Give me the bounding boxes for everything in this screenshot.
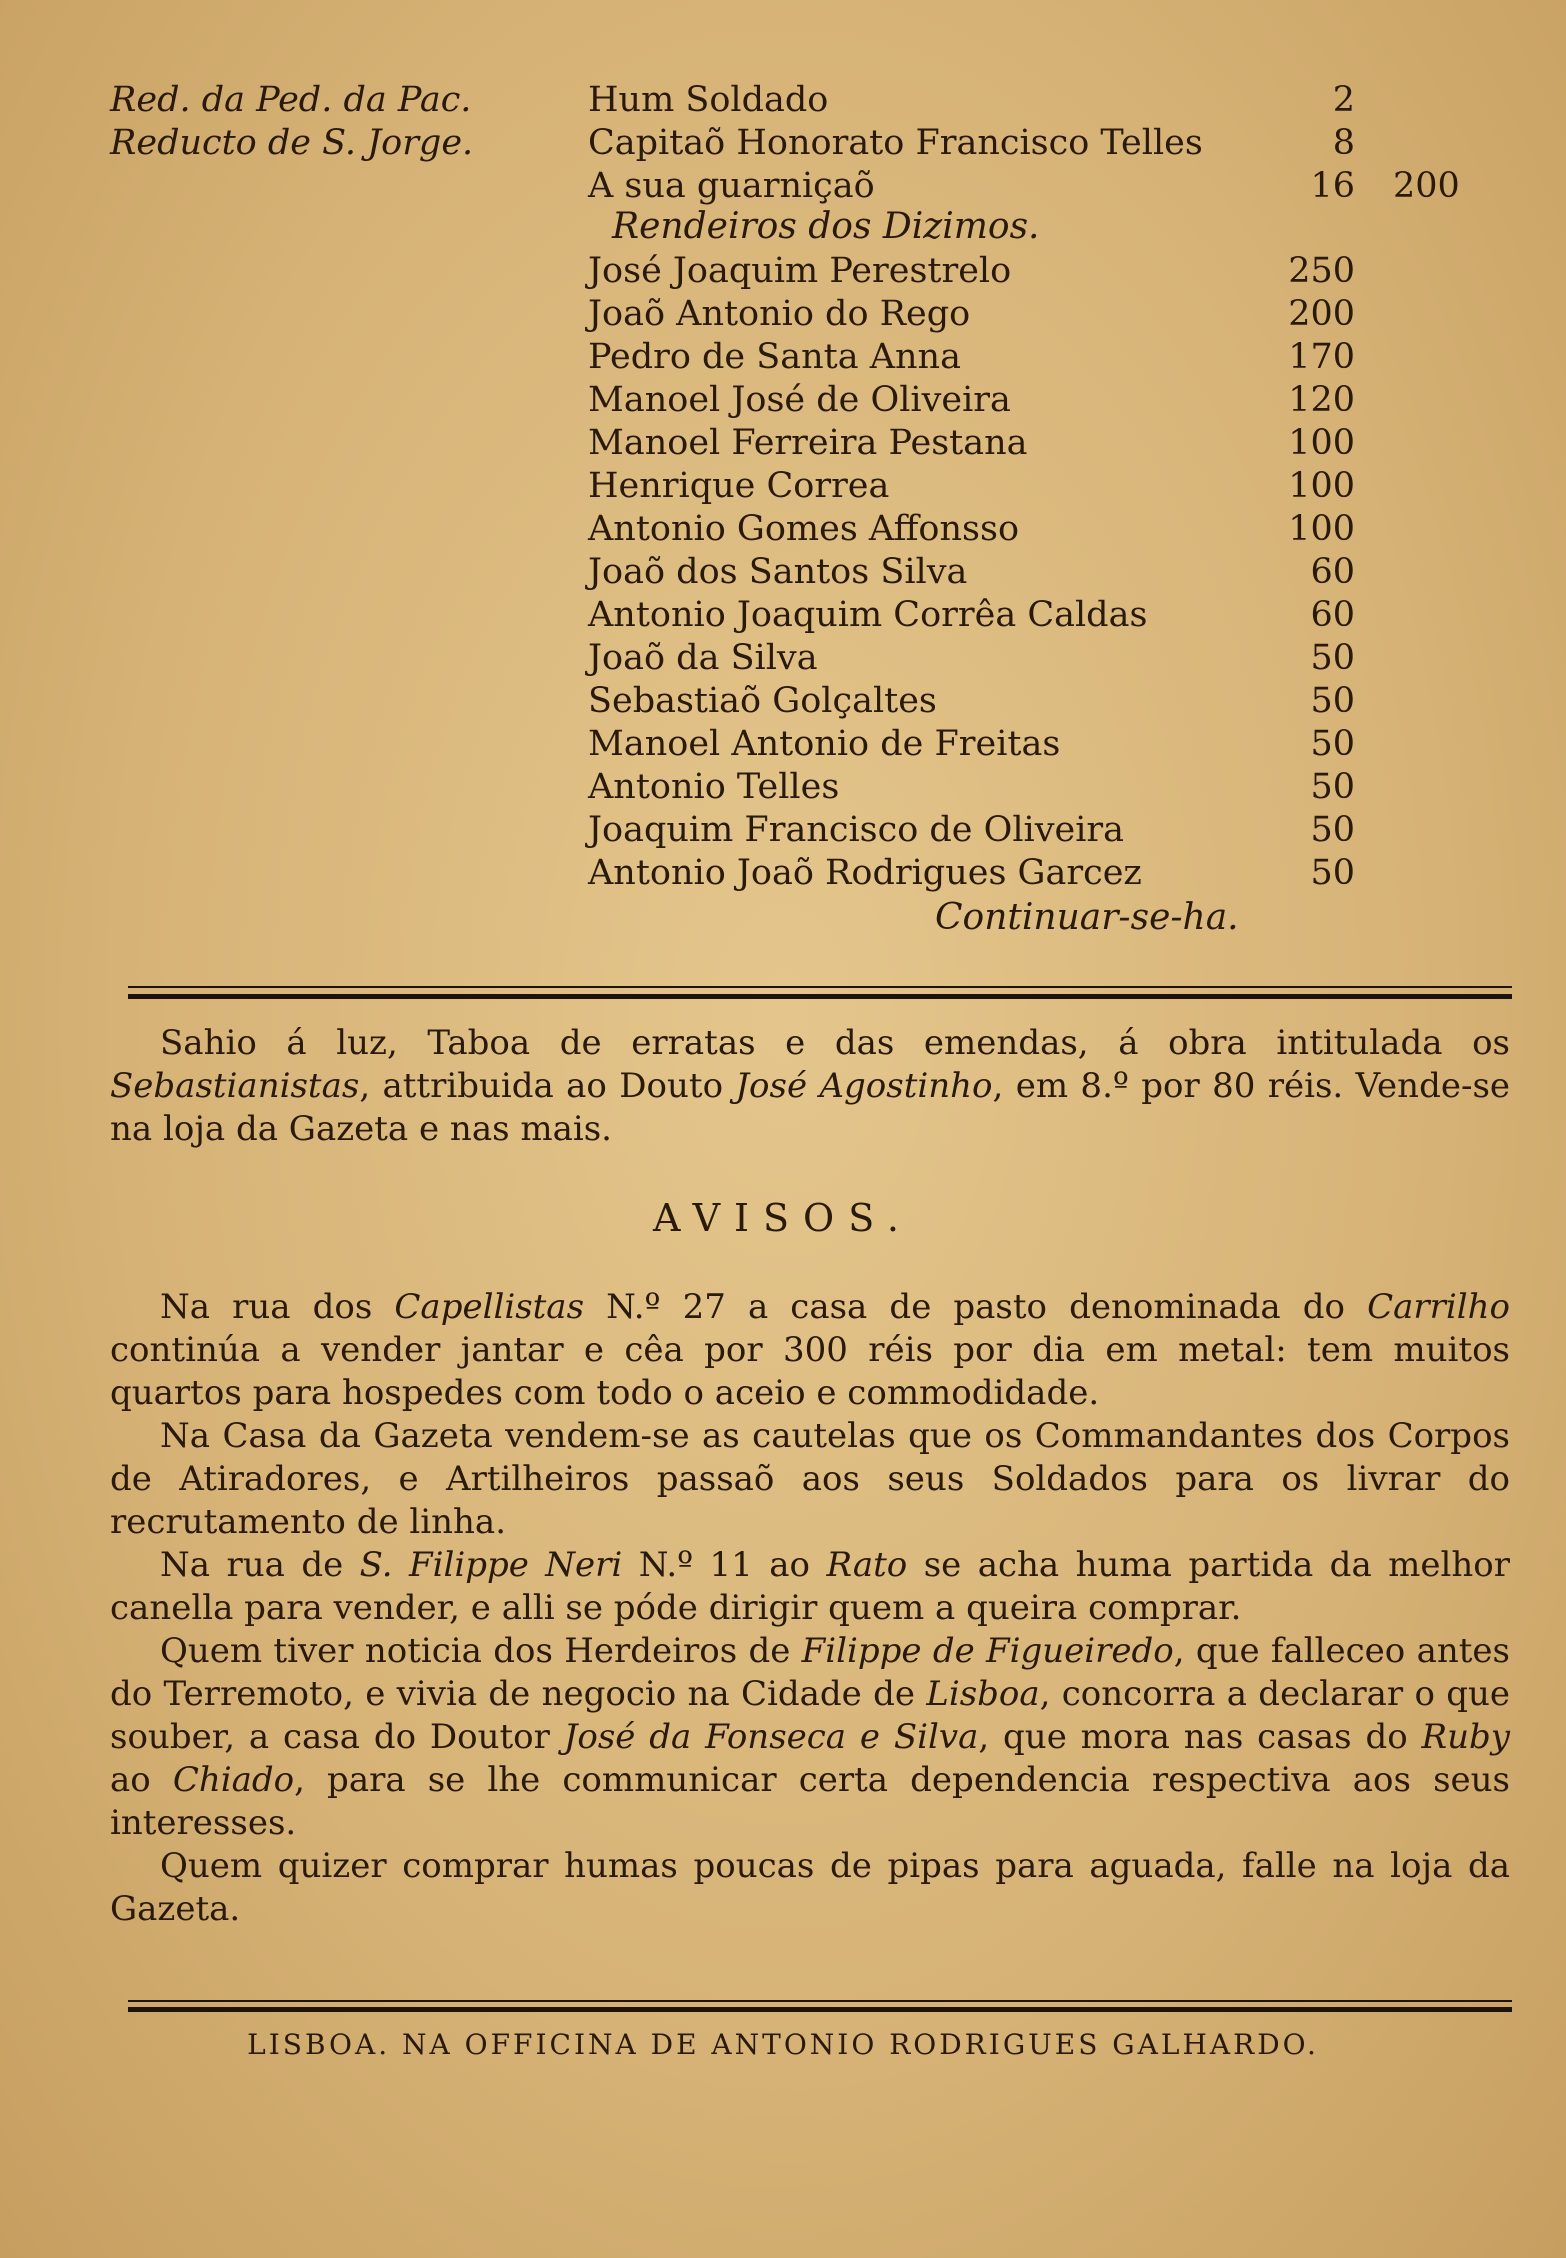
aviso-italic: José da Fonseca e Silva: [563, 1717, 979, 1757]
aviso-paragraph: [110, 1845, 1510, 1931]
aviso-italic: Lisboa: [926, 1674, 1040, 1714]
list-item: [588, 767, 1355, 807]
aviso-italic: S. Filippe Neri: [359, 1545, 623, 1585]
entry-name: Manoel José de Oliveira: [588, 380, 1011, 420]
list-item: [110, 80, 1355, 120]
aviso-text: , concorra a declarar o que souber, a casa do Doutor: [110, 1674, 1510, 1757]
entry-value: 50: [1310, 767, 1355, 807]
list-item: [588, 724, 1355, 764]
aviso-text: N.º 27 a casa de pasto denominada do: [584, 1287, 1368, 1327]
side-note: Reducto de S. Jorge.: [110, 123, 474, 163]
side-note: Red. da Ped. da Pac.: [110, 80, 472, 120]
entry-value: 16: [1310, 166, 1355, 206]
divider: [128, 2000, 1512, 2002]
entry-value: 100: [1288, 466, 1355, 506]
aviso-text: continúa a vender jantar e cêa por 300 réis por dia em metal: tem muitos quartos para hospedes com todo o aceio e commodidade.: [110, 1330, 1510, 1413]
divider: [128, 986, 1512, 988]
entry-value: 8: [1332, 123, 1355, 163]
aviso-text: , para se lhe communicar certa dependencia respectiva aos seus interesses.: [110, 1760, 1510, 1843]
entry-value: 170: [1288, 337, 1355, 377]
entry-value: 50: [1310, 638, 1355, 678]
entry-name: Antonio Telles: [588, 767, 840, 807]
section-title: AVISOS.: [653, 1196, 913, 1240]
avisos-body: [110, 1286, 1510, 1931]
section-heading: Rendeiros dos Dizimos.: [612, 206, 1040, 247]
entry-value: 2: [1332, 80, 1355, 120]
aviso-text: Na Casa da Gazeta vendem-se as cautelas que os Commandantes dos Corpos de Atiradores, e Artilheiros passaõ aos seus Soldados para os livrar do recrutamento de linha.: [110, 1416, 1510, 1542]
list-item: [588, 552, 1355, 592]
aviso-text: N.º 11 ao: [622, 1545, 827, 1585]
entry-name: Joaõ da Silva: [588, 638, 818, 678]
aviso-paragraph: [110, 1630, 1510, 1845]
aviso-italic: Capellistas: [394, 1287, 585, 1327]
list-item: [588, 423, 1355, 463]
group-total: 200: [1393, 166, 1460, 206]
aviso-text: , que mora nas casas do: [978, 1717, 1422, 1757]
list-item: [588, 595, 1355, 635]
entry-name: Joaõ Antonio do Rego: [588, 294, 971, 334]
list-item: [588, 337, 1355, 377]
entry-name: José Joaquim Perestrelo: [588, 251, 1012, 291]
list-item: [110, 123, 1355, 163]
entry-value: 50: [1310, 853, 1355, 893]
entry-name: Antonio Gomes Affonsso: [588, 509, 1020, 549]
entry-name: Joaõ dos Santos Silva: [588, 552, 968, 592]
entry-value: 60: [1310, 552, 1355, 592]
aviso-italic: Filippe de Figueiredo: [801, 1631, 1174, 1671]
list-item: [588, 466, 1355, 506]
entry-name: Antonio Joaõ Rodrigues Garcez: [588, 853, 1142, 893]
notice-text: , attribuida ao Douto: [359, 1066, 736, 1106]
aviso-text: ao: [110, 1760, 173, 1800]
entry-name: Henrique Correa: [588, 466, 890, 506]
entry-value: 250: [1288, 251, 1355, 291]
entry-value: 120: [1288, 380, 1355, 420]
aviso-text: Quem quizer comprar humas poucas de pipas para aguada, falle na loja da Gazeta.: [110, 1846, 1510, 1929]
notice-italic: José Agostinho: [735, 1066, 993, 1106]
aviso-text: Quem tiver noticia dos Herdeiros de: [160, 1631, 802, 1671]
entry-value: 200: [1288, 294, 1355, 334]
divider: [128, 994, 1512, 999]
aviso-paragraph: [110, 1415, 1510, 1544]
aviso-paragraph: [110, 1286, 1510, 1415]
aviso-text: Na rua de: [160, 1545, 360, 1585]
aviso-italic: Ruby: [1421, 1717, 1511, 1757]
entry-name: Hum Soldado: [588, 80, 829, 120]
notice-text: , em 8.º por 80 réis. Vende-se na loja da Gazeta e nas mais.: [110, 1066, 1511, 1149]
continuation-note: Continuar-se-ha.: [935, 897, 1239, 938]
list-item: [588, 853, 1355, 893]
list-item: [588, 638, 1355, 678]
notice-text: Sahio á luz, Taboa de erratas e das emendas, á obra intitulada os: [160, 1023, 1510, 1063]
list-item: [588, 251, 1355, 291]
entry-value: 100: [1288, 509, 1355, 549]
list-item: [588, 294, 1355, 334]
entry-name: A sua guarniçaõ: [588, 166, 875, 206]
list-item: [588, 380, 1355, 420]
imprint-footer: LISBOA. NA OFFICINA DE ANTONIO RODRIGUES GALHARDO.: [247, 2028, 1319, 2061]
aviso-italic: Chiado: [172, 1760, 295, 1800]
entry-value: 50: [1310, 810, 1355, 850]
aviso-italic: Rato: [826, 1545, 908, 1585]
aviso-text: Na rua dos: [160, 1287, 395, 1327]
entry-name: Sebastiaõ Golçaltes: [588, 681, 937, 721]
entry-name: Joaquim Francisco de Oliveira: [588, 810, 1125, 850]
aviso-paragraph: [110, 1544, 1510, 1630]
entry-value: 50: [1310, 681, 1355, 721]
publication-notice: [110, 1022, 1510, 1151]
entry-name: Pedro de Santa Anna: [588, 337, 961, 377]
list-item: [588, 509, 1355, 549]
entry-name: Manoel Ferreira Pestana: [588, 423, 1028, 463]
entry-value: 50: [1310, 724, 1355, 764]
list-item: [588, 810, 1355, 850]
notice-italic: Sebastianistas: [110, 1066, 360, 1106]
aviso-text: , que falleceo antes do Terremoto, e vivia de negocio na Cidade de: [110, 1631, 1510, 1714]
entry-name: Capitaõ Honorato Francisco Telles: [588, 123, 1203, 163]
entry-value: 100: [1288, 423, 1355, 463]
aviso-text: se acha huma partida da melhor canella para vender, e alli se póde dirigir quem a queira comprar.: [110, 1545, 1511, 1628]
list-item: [588, 681, 1355, 721]
divider: [128, 2007, 1512, 2012]
aviso-italic: Carrilho: [1367, 1287, 1511, 1327]
entry-name: Antonio Joaquim Corrêa Caldas: [588, 595, 1148, 635]
entry-value: 60: [1310, 595, 1355, 635]
entry-name: Manoel Antonio de Freitas: [588, 724, 1061, 764]
